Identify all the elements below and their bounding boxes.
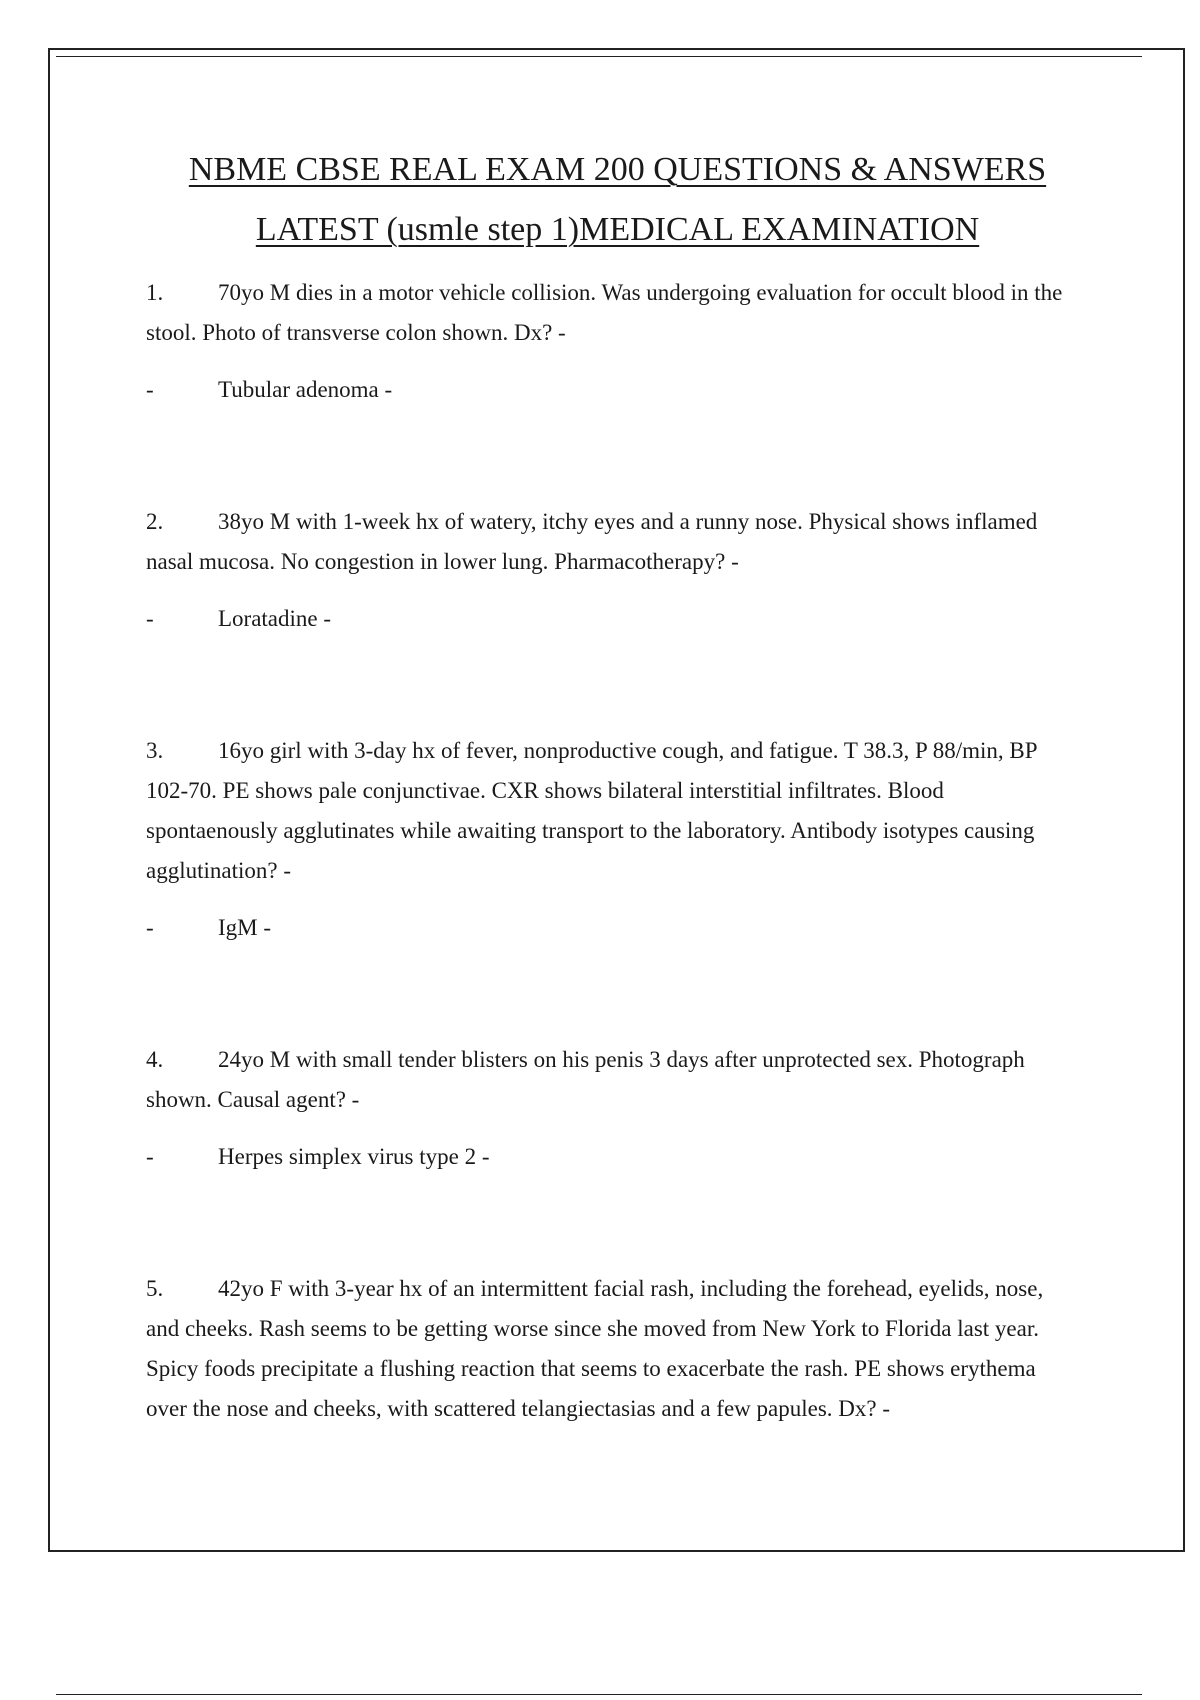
question-number: 2. xyxy=(146,509,164,534)
question-item-2 xyxy=(146,502,1066,639)
question-number: 4. xyxy=(146,1047,164,1072)
question-number: 5. xyxy=(146,1276,164,1301)
question-number: 1. xyxy=(146,280,164,305)
title-line-1: NBME CBSE REAL EXAM 200 QUESTIONS & ANSWERS xyxy=(188,151,1047,188)
question-text xyxy=(146,273,1066,353)
question-text xyxy=(146,1040,1066,1120)
question-item-3 xyxy=(146,731,1066,948)
answer-line xyxy=(146,908,1066,948)
question-item-1 xyxy=(146,273,1066,410)
answer-text: Tubular adenoma - xyxy=(218,377,393,402)
question-text xyxy=(146,731,1066,891)
answer-line xyxy=(146,1137,1066,1177)
bottom-rule xyxy=(56,1694,1142,1695)
question-text xyxy=(146,502,1066,582)
answer-line xyxy=(146,599,1066,639)
answer-text: Loratadine - xyxy=(218,606,332,631)
answer-marker: - xyxy=(146,606,154,631)
answer-text: IgM - xyxy=(218,915,272,940)
question-item-5 xyxy=(146,1269,1066,1429)
question-item-4 xyxy=(146,1040,1066,1177)
top-rule xyxy=(56,56,1142,57)
answer-marker: - xyxy=(146,1144,154,1169)
question-number: 3. xyxy=(146,738,164,763)
question-list xyxy=(146,273,1066,1429)
question-body: 70yo M dies in a motor vehicle collision. Was undergoing evaluation for occult blood in the stool. Photo of transverse colon shown. Dx? - xyxy=(146,280,1063,345)
answer-text: Herpes simplex virus type 2 - xyxy=(218,1144,490,1169)
answer-marker: - xyxy=(146,915,154,940)
answer-marker: - xyxy=(146,377,154,402)
document-title xyxy=(100,140,1135,260)
answer-line xyxy=(146,370,1066,410)
question-body: 42yo F with 3-year hx of an intermittent facial rash, including the forehead, eyelids, nose, and cheeks. Rash seems to be getting worse since she moved from New York to Florida last year. Spicy foods precipitate a flushing reaction that seems to exacerbate the rash. PE shows erythema over the nose and cheeks, with scattered telangiectasias and a few papules. Dx? - xyxy=(146,1276,1044,1421)
question-body: 38yo M with 1-week hx of watery, itchy eyes and a runny nose. Physical shows inflamed nasal mucosa. No congestion in lower lung. Pharmacotherapy? - xyxy=(146,509,1038,574)
question-text xyxy=(146,1269,1066,1429)
title-line-2: LATEST (usmle step 1)MEDICAL EXAMINATION xyxy=(255,211,980,248)
question-body: 16yo girl with 3-day hx of fever, nonproductive cough, and fatigue. T 38.3, P 88/min, BP 102-70. PE shows pale conjunctivae. CXR shows bilateral interstitial infiltrates. Blood spontaenously agglutinates while awaiting transport to the laboratory. Antibody isotypes causing agglutination? - xyxy=(146,738,1037,883)
question-body: 24yo M with small tender blisters on his penis 3 days after unprotected sex. Photograph shown. Causal agent? - xyxy=(146,1047,1025,1112)
